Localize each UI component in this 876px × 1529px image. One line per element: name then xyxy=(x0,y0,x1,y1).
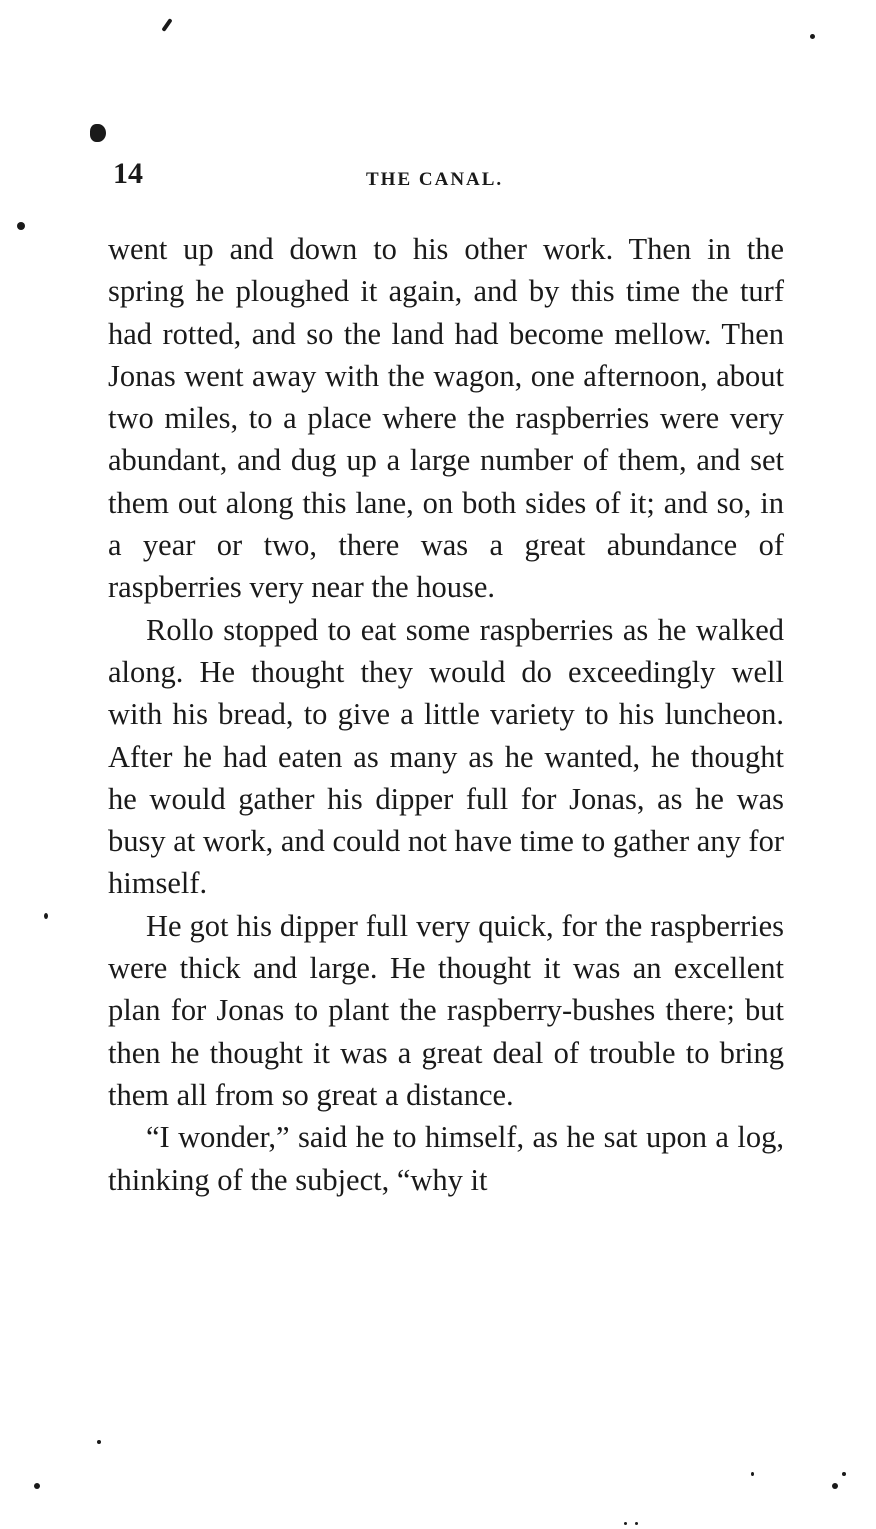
ink-speck xyxy=(842,1472,846,1476)
paragraph: Rollo stopped to eat some raspberries as he walked along. He thought they would do exceedingly well with his bread, to give a little variety to his luncheon. After he had eaten as many as he wanted, he thought he would gather his dipper full for Jonas, as he was busy at work, and could not have time to gather any for himself. xyxy=(108,612,784,901)
ink-speck xyxy=(161,18,172,32)
ink-speck xyxy=(17,222,25,230)
ink-speck xyxy=(635,1522,638,1525)
body-text xyxy=(108,228,784,1201)
running-title: THE CANAL. xyxy=(366,169,504,190)
paragraph: went up and down to his other work. Then in the spring he ploughed it again, and by this time the turf had rotted, and so the land had become mellow. Then Jonas went away with the wagon, one afternoon, about two miles, to a place where the raspberries were very abundant, and dug up a large number of them, and set them out along this lane, on both sides of it; and so, in a year or two, there was a great abundance of raspberries very near the house. xyxy=(108,232,784,605)
ink-speck xyxy=(34,1483,40,1489)
paragraph: He got his dipper full very quick, for the raspberries were thick and large. He thought it was an excellent plan for Jonas to plant the raspberry-bushes there; but then he thought it was a great deal of trouble to bring them all from so great a distance. xyxy=(108,908,784,1112)
page-number: 14 xyxy=(113,157,143,190)
ink-speck xyxy=(97,1440,101,1444)
ink-speck xyxy=(751,1472,754,1476)
paragraph: “I wonder,” said he to himself, as he sat upon a log, thinking of the subject, “why it xyxy=(108,1120,784,1197)
ink-speck xyxy=(90,124,106,142)
ink-speck xyxy=(832,1483,838,1489)
ink-speck xyxy=(624,1522,627,1525)
ink-speck xyxy=(810,34,815,39)
ink-speck xyxy=(44,913,48,919)
